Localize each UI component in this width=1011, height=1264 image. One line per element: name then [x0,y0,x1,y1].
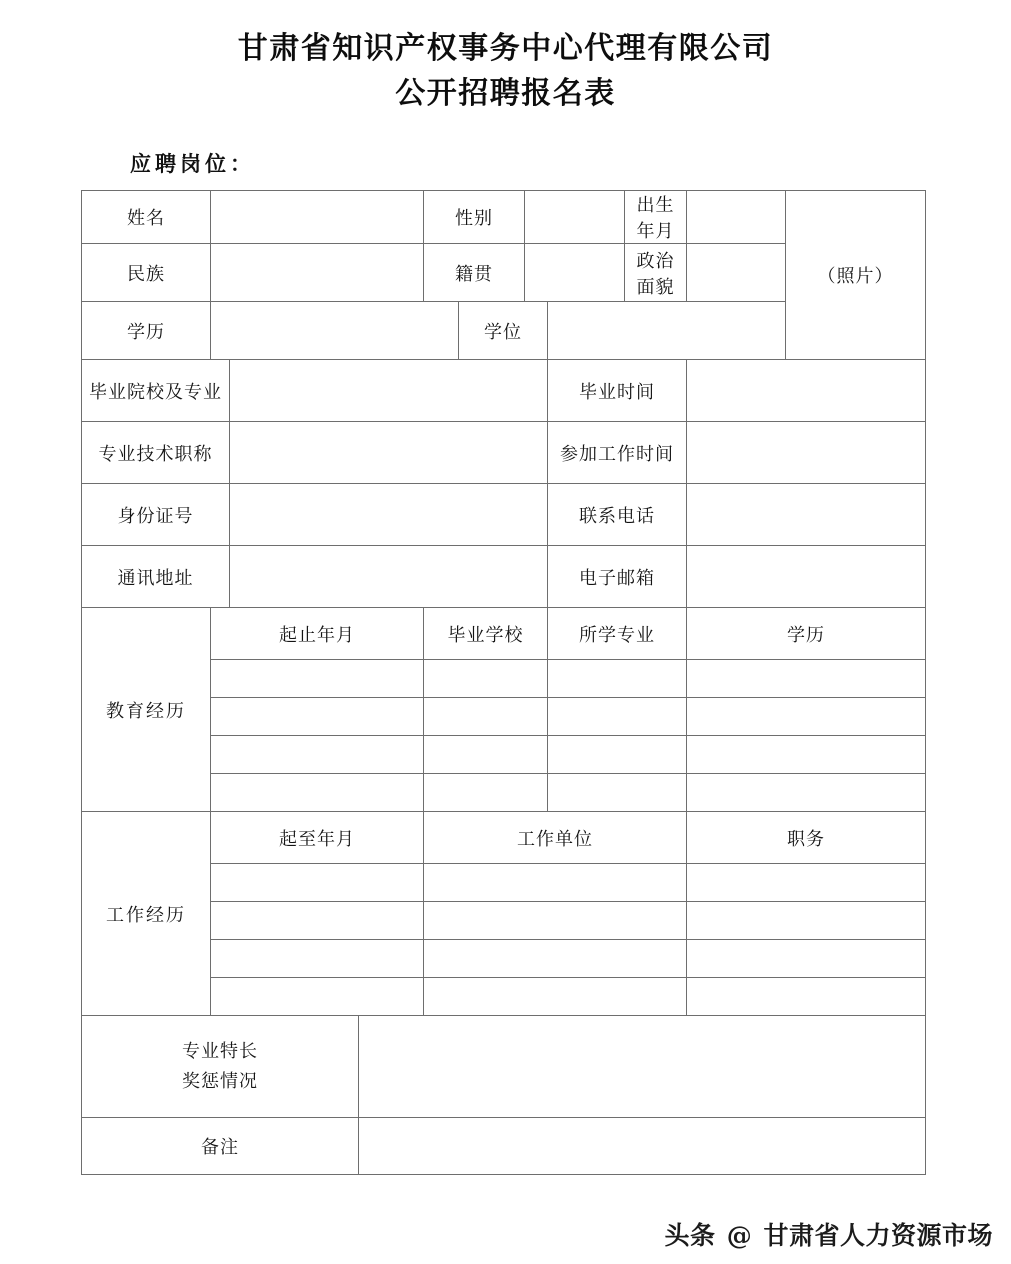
remarks-label: 备注 [82,1118,359,1175]
technical-title-value[interactable] [230,422,548,484]
remarks-value[interactable] [359,1118,926,1175]
education-cell-school[interactable] [424,660,548,698]
school-major-label: 毕业院校及专业 [82,360,230,422]
education-cell-major[interactable] [548,660,687,698]
work-cell-employer[interactable] [424,978,687,1016]
watermark-source: 头条 [664,1221,716,1250]
education-cell-degree[interactable] [687,774,926,812]
education-level-value[interactable] [211,302,459,360]
photo-placeholder: （照片） [786,191,926,360]
ethnicity-value[interactable] [211,244,424,302]
watermark-account: 甘肃省人力资源市场 [763,1221,993,1250]
education-cell-school[interactable] [424,698,548,736]
work-cell-date[interactable] [211,864,424,902]
education-cell-degree[interactable] [687,660,926,698]
specialty-award-label [82,1016,359,1118]
work-cell-position[interactable] [687,978,926,1016]
address-value[interactable] [230,546,548,608]
work-cell-employer[interactable] [424,864,687,902]
education-col-date: 起止年月 [211,608,424,660]
school-major-value[interactable] [230,360,548,422]
name-value[interactable] [211,191,424,244]
phone-label: 联系电话 [548,484,687,546]
work-col-date: 起至年月 [211,812,424,864]
education-cell-date[interactable] [211,774,424,812]
education-cell-major[interactable] [548,736,687,774]
work-history-label: 工作经历 [82,812,211,1016]
specialty-label-line-1: 专业特长 [182,1040,258,1062]
education-col-degree: 学历 [687,608,926,660]
education-cell-major[interactable] [548,774,687,812]
graduation-time-value[interactable] [687,360,926,422]
education-cell-school[interactable] [424,736,548,774]
work-cell-date[interactable] [211,940,424,978]
native-place-value[interactable] [525,244,625,302]
political-status-value[interactable] [687,244,786,302]
page-title [0,26,1011,116]
work-start-time-value[interactable] [687,422,926,484]
education-cell-date[interactable] [211,660,424,698]
work-cell-date[interactable] [211,902,424,940]
native-place-label: 籍贯 [424,244,525,302]
work-col-employer: 工作单位 [424,812,687,864]
id-number-label: 身份证号 [82,484,230,546]
education-cell-degree[interactable] [687,736,926,774]
phone-value[interactable] [687,484,926,546]
application-form-table [81,190,926,1175]
degree-label: 学位 [459,302,548,360]
email-label: 电子邮箱 [548,546,687,608]
gender-label: 性别 [424,191,525,244]
work-start-time-label: 参加工作时间 [548,422,687,484]
education-level-label: 学历 [82,302,211,360]
degree-value[interactable] [548,302,786,360]
education-cell-major[interactable] [548,698,687,736]
education-col-major: 所学专业 [548,608,687,660]
title-line-2: 公开招聘报名表 [395,76,616,111]
education-cell-date[interactable] [211,698,424,736]
specialty-label-line-2: 奖惩情况 [182,1070,258,1092]
work-cell-employer[interactable] [424,940,687,978]
education-cell-date[interactable] [211,736,424,774]
birth-value[interactable] [687,191,786,244]
email-value[interactable] [687,546,926,608]
watermark-at-symbol: @ [726,1221,753,1250]
work-cell-position[interactable] [687,940,926,978]
id-number-value[interactable] [230,484,548,546]
education-history-label: 教育经历 [82,608,211,812]
political-status-label: 政治面貌 [625,244,687,302]
technical-title-label: 专业技术职称 [82,422,230,484]
title-line-1: 甘肃省知识产权事务中心代理有限公司 [237,31,774,66]
applied-position-label: 应聘岗位： [130,151,255,176]
name-label: 姓名 [82,191,211,244]
watermark [0,1216,1011,1252]
work-cell-position[interactable] [687,864,926,902]
address-label: 通讯地址 [82,546,230,608]
specialty-award-value[interactable] [359,1016,926,1118]
education-cell-degree[interactable] [687,698,926,736]
ethnicity-label: 民族 [82,244,211,302]
gender-value[interactable] [525,191,625,244]
work-cell-date[interactable] [211,978,424,1016]
education-cell-school[interactable] [424,774,548,812]
birth-label: 出生年月 [625,191,687,244]
education-col-school: 毕业学校 [424,608,548,660]
work-col-position: 职务 [687,812,926,864]
graduation-time-label: 毕业时间 [548,360,687,422]
work-cell-position[interactable] [687,902,926,940]
work-cell-employer[interactable] [424,902,687,940]
